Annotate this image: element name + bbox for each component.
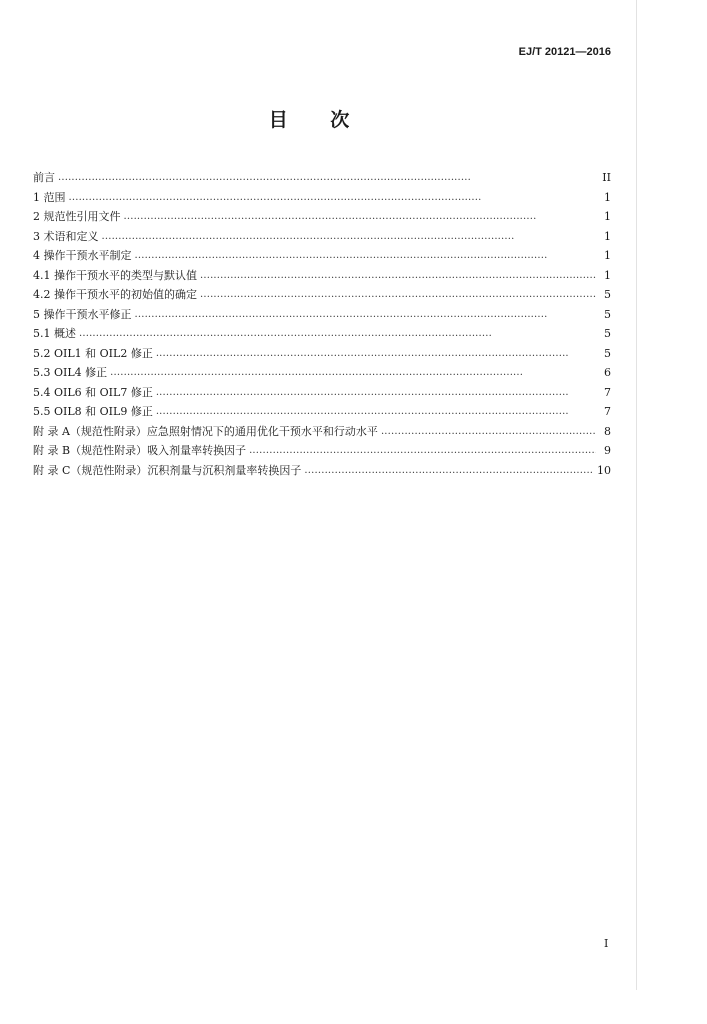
toc-entry-page: 10 [597, 463, 611, 477]
toc-entry[interactable] [33, 383, 611, 403]
toc-entry-page: 1 [604, 229, 611, 243]
toc-entry-label: 5.3 OIL4 修正 [33, 366, 108, 379]
toc-dot-leader [200, 285, 596, 305]
toc-entry-page: 5 [604, 288, 611, 301]
toc-dot-leader [381, 422, 596, 442]
toc-entry[interactable] [33, 285, 611, 305]
toc-entry-page: 7 [604, 405, 611, 418]
toc-dot-leader [156, 344, 596, 364]
toc-entry[interactable] [33, 207, 611, 227]
toc-entry-label: 4 操作干预水平制定 [33, 249, 132, 262]
toc-entry-label: 1 范围 [33, 190, 66, 204]
toc-dot-leader [124, 207, 597, 227]
toc-dot-leader [135, 305, 597, 325]
document-id: EJ/T 20121—2016 [518, 46, 611, 58]
toc-entry-page: 5 [604, 327, 611, 340]
toc-entry[interactable] [33, 227, 611, 247]
toc-entry-page: 5 [604, 307, 611, 321]
toc-entry[interactable] [33, 168, 611, 188]
toc-dot-leader [58, 168, 596, 188]
toc-entry-page: 6 [604, 366, 611, 379]
toc-entry-label: 前言 [33, 171, 55, 184]
toc-entry-page: 1 [604, 210, 611, 223]
toc-entry[interactable] [33, 363, 611, 383]
toc-entry-page: 7 [604, 385, 611, 399]
table-of-contents [33, 168, 611, 480]
toc-dot-leader [102, 227, 597, 247]
toc-entry[interactable] [33, 441, 611, 461]
toc-entry-label: 附 录 A（规范性附录）应急照射情况下的通用优化干预水平和行动水平 [33, 424, 378, 438]
toc-entry-page: 1 [604, 249, 611, 262]
toc-dot-leader [135, 246, 597, 266]
toc-entry-label: 5.1 概述 [33, 327, 76, 340]
toc-dot-leader [200, 266, 596, 286]
toc-entry-label: 4.2 操作干预水平的初始值的确定 [33, 288, 197, 301]
toc-entry-label: 5.4 OIL6 和 OIL7 修正 [33, 385, 153, 399]
toc-entry-page: 9 [604, 444, 611, 457]
toc-entry-page: 8 [604, 424, 611, 438]
toc-entry[interactable] [33, 344, 611, 364]
toc-entry-label: 5.5 OIL8 和 OIL9 修正 [33, 405, 153, 418]
toc-entry-label: 3 术语和定义 [33, 229, 99, 243]
toc-dot-leader [249, 441, 596, 461]
page-edge-divider [636, 0, 637, 990]
toc-entry[interactable] [33, 422, 611, 442]
toc-entry-label: 5 操作干预水平修正 [33, 307, 132, 321]
toc-dot-leader [110, 363, 596, 383]
toc-entry-label: 附 录 B（规范性附录）吸入剂量率转换因子 [33, 444, 247, 457]
page-number: I [604, 937, 609, 950]
toc-dot-leader [156, 383, 596, 403]
toc-entry-page: 1 [604, 268, 611, 282]
toc-entry[interactable] [33, 324, 611, 344]
toc-entry-page: 1 [604, 190, 611, 204]
toc-entry[interactable] [33, 461, 611, 481]
toc-entry-label: 4.1 操作干预水平的类型与默认值 [33, 268, 197, 282]
toc-entry[interactable] [33, 188, 611, 208]
toc-dot-leader [79, 324, 596, 344]
toc-dot-leader [304, 461, 594, 481]
toc-dot-leader [69, 188, 597, 208]
toc-entry-page: II [602, 171, 611, 184]
page-title: 目 次 [268, 109, 368, 131]
toc-entry-label: 附 录 C（规范性附录）沉积剂量与沉积剂量率转换因子 [33, 463, 302, 477]
toc-entry-label: 5.2 OIL1 和 OIL2 修正 [33, 346, 153, 360]
toc-entry-label: 2 规范性引用文件 [33, 210, 121, 223]
toc-entry[interactable] [33, 246, 611, 266]
toc-dot-leader [156, 402, 596, 422]
toc-entry[interactable] [33, 402, 611, 422]
toc-entry-page: 5 [604, 346, 611, 360]
toc-entry[interactable] [33, 266, 611, 286]
toc-entry[interactable] [33, 305, 611, 325]
